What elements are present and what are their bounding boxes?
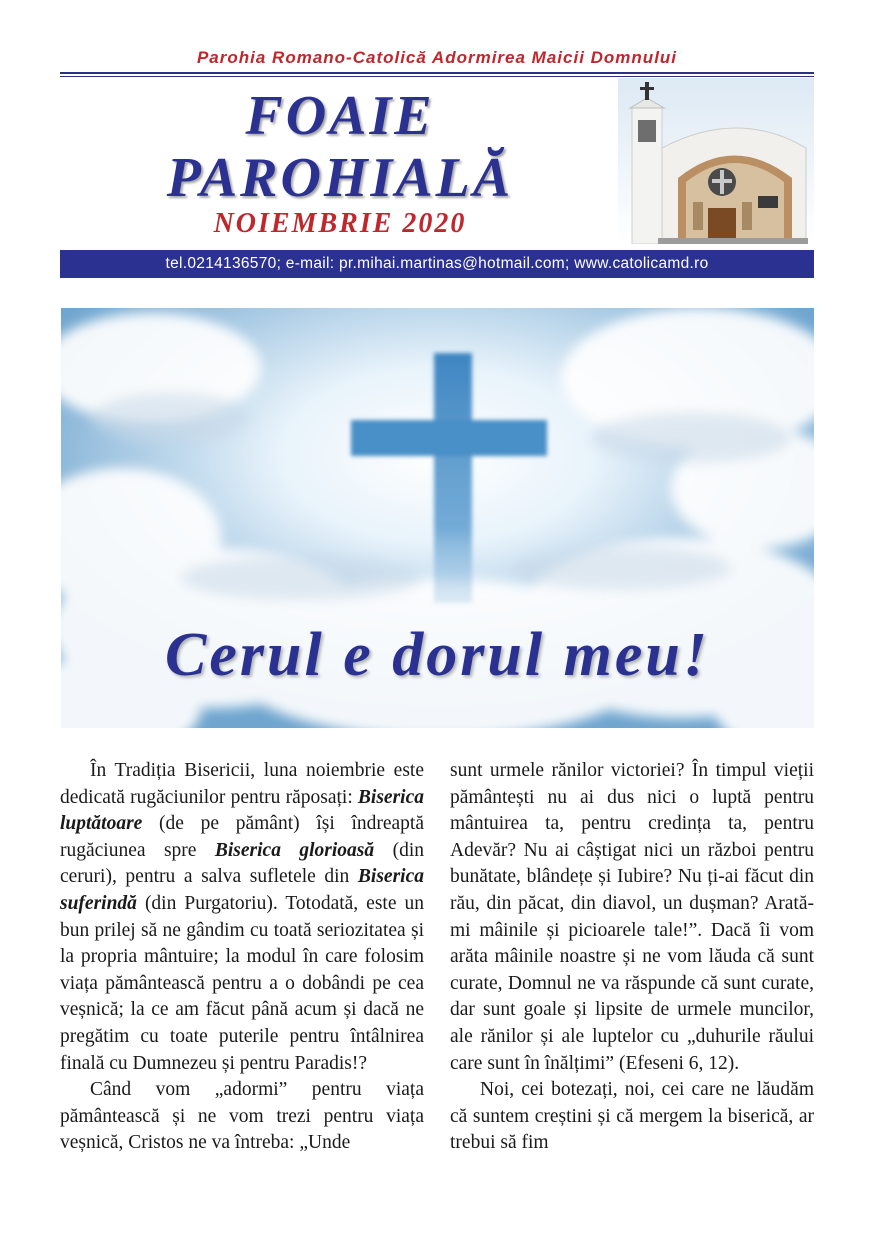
issue-month: NOIEMBRIE 2020 bbox=[213, 208, 467, 239]
article-paragraph: Când vom „adormi” pentru viața pământească și ne vom trezi pentru viața veșnică, Cristos ne va întreba: „Unde bbox=[60, 1079, 424, 1154]
article-paragraph bbox=[60, 758, 424, 1077]
article-text: În Tradiția Bisericii, luna noiembrie este dedicată rugăciunilor pentru răposați: bbox=[60, 760, 424, 808]
newsletter-title-line1: FOAIE bbox=[245, 85, 435, 147]
header-rule-thin bbox=[60, 76, 814, 77]
emphasis-text: Biserica glorioasă bbox=[214, 839, 375, 861]
cross-in-sky-image bbox=[61, 308, 814, 728]
newsletter-title-line2: PAROHIALĂ bbox=[166, 147, 514, 209]
article-column-left bbox=[60, 758, 424, 1157]
hero-caption: Cerul e dorul meu! bbox=[165, 621, 710, 689]
article-paragraph: Noi, cei botezați, noi, cei care ne lăudăm că suntem creștini și că mergem la biserică, ar trebui să fim bbox=[450, 1079, 814, 1154]
emphasis-text: Biserica suferindă bbox=[60, 866, 424, 914]
emphasis-text: Biserica luptătoare bbox=[60, 786, 424, 835]
contact-bar: tel.0214136570; e-mail: pr.mihai.martinas@hotmail.com; www.catolicamd.ro bbox=[60, 250, 814, 278]
article-paragraph: sunt urmele rănilor victoriei? În timpul vieții pământești nu ai dus nici o luptă pentru mântuirea ta, pentru credința ta, pentru Adevăr? Nu ai câștigat nici un război pentru bunătate, blândețe și Iubire? Nu ți-ai făcut din rău, din păcat, din diavol, un dușman? Arată-mi mâinile și picioarele tale!”. Dacă îi vom arăta mâinile noastre și ne vom lăuda că sunt curate, Domnul ne va răspunde că sunt curate, dar sunt goale și lipsite de urmele muncilor, ale rănilor și ale luptelor cu „duhurile răului care sunt în înălțimi” (Efeseni 6, 12). bbox=[450, 760, 814, 1074]
article-text: (din Purgatoriu). Totodată, este un bun prilej să ne gândim cu toată seriozitatea și la propria mântuire; la modul în care folosim viața pământească pentru a o dobândi pe cea veșnică; la ce am făcut până acum și dacă ne pregătim cu toate puterile pentru întâlnirea finală cu Dumnezeu și pentru Paradis!? bbox=[60, 892, 424, 1074]
article-column-right bbox=[450, 758, 814, 1157]
article-text: (de pe pământ) își îndreaptă rugăciunea spre bbox=[60, 813, 424, 861]
header-rule bbox=[60, 72, 814, 74]
church-photo bbox=[618, 78, 814, 244]
parish-name: Parohia Romano-Catolică Adormirea Maicii Domnului bbox=[196, 48, 678, 67]
article-text: (din ceruri), pentru a salva sufletele din bbox=[60, 839, 424, 888]
